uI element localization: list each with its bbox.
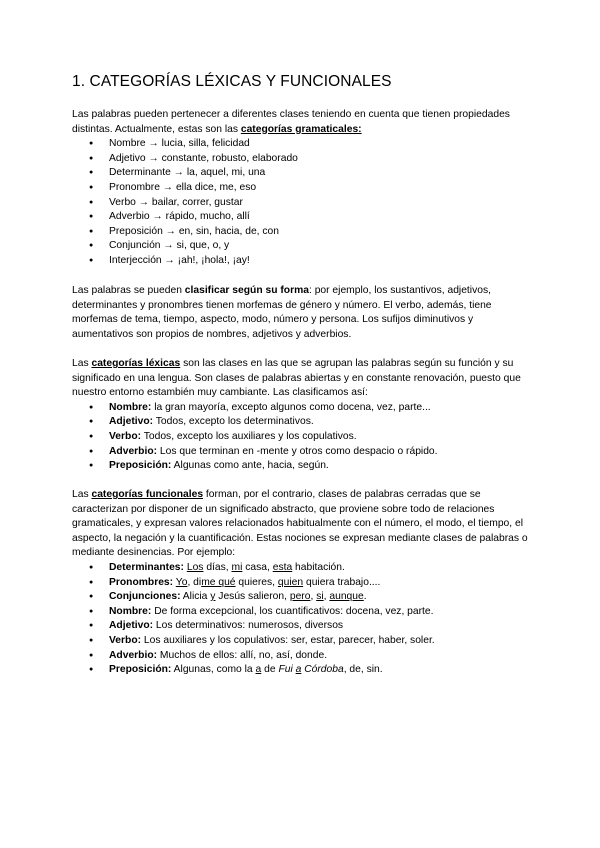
item-text: Todos, excepto los auxiliares y los copulativos. — [141, 430, 357, 442]
list-item: ● Adjetivo → constante, robusto, elaborado — [72, 152, 528, 167]
list-item: ● Interjección → ¡ah!, ¡hola!, ¡ay! — [72, 254, 528, 269]
list-item — [72, 619, 528, 634]
funcionales-text-start: Las — [72, 489, 92, 500]
item-label: Adjetivo: — [109, 416, 154, 428]
list-item — [72, 649, 528, 664]
list-item — [72, 561, 528, 576]
item-label: Adjetivo: — [109, 620, 154, 632]
underlined-word: pero — [289, 591, 311, 603]
underlined-word: a — [255, 664, 262, 676]
list-item — [72, 590, 528, 605]
item-text: Alicia — [180, 591, 211, 603]
item-label: Adverbio: — [109, 445, 158, 457]
list-item — [72, 401, 528, 416]
underlined-word: esta — [272, 561, 293, 573]
forma-text-end: : por ejemplo, los sustantivos, adjetivos, determinantes y pronombres tienen morfemas de género y número. El verbo, además, tiene morfemas de tema, tiempo, aspecto, modo, número y persona. Los sufijos diminutivos y aumentativos son propios de nombres, adjetivos y adverbios. — [72, 285, 492, 340]
item-text: la gran mayoría, excepto algunos como docena, vez, parte... — [151, 401, 431, 413]
underlined-word: Los — [186, 561, 204, 573]
list-item — [72, 634, 528, 649]
intro-paragraph — [72, 108, 528, 137]
forma-section — [72, 284, 528, 342]
funcionales-bold: categorías funcionales — [91, 489, 204, 500]
item-text: quiera trabajo.... — [303, 576, 381, 588]
item-text: días, — [203, 561, 232, 573]
item-text: Los que terminan en -mente y otros como despacio o rápido. — [157, 445, 438, 457]
categorias-gramaticales-link: categorías gramaticales: — [240, 123, 362, 135]
item-label: Determinantes: — [109, 561, 184, 573]
item-text: Muchos de ellos: allí, no, así, donde. — [157, 649, 328, 661]
grammatical-categories-list — [72, 137, 528, 268]
item-text: Todos, excepto los determinativos. — [153, 416, 314, 428]
item-label: Preposición: — [109, 460, 172, 472]
underlined-word: si — [316, 591, 324, 603]
underlined-word: a — [295, 664, 302, 676]
underlined-word: aunque — [329, 591, 364, 603]
list-item — [72, 459, 528, 474]
funcionales-paragraph — [72, 488, 528, 561]
list-item: ● Conjunción → si, que, o, y — [72, 239, 528, 254]
item-label: Adverbio: — [109, 649, 158, 661]
list-item: ● Adverbio → rápido, mucho, allí — [72, 210, 528, 225]
underlined-word: Yo — [175, 576, 188, 588]
page-title: 1. CATEGORÍAS LÉXICAS Y FUNCIONALES — [72, 73, 392, 90]
list-item: ● Nombre → lucia, silla, felicidad — [72, 137, 528, 152]
lexicas-text-start: Las — [72, 358, 92, 369]
item-text: . — [363, 591, 367, 603]
forma-text-start: Las palabras se pueden — [72, 285, 185, 296]
lexicas-section — [72, 357, 528, 474]
item-text: Los determinativos: numerosos, diversos — [153, 620, 344, 632]
item-text: , de, sin. — [343, 664, 383, 676]
item-label: Verbo: — [109, 430, 142, 442]
list-item — [72, 576, 528, 591]
item-text: De forma excepcional, los cuantificativos: docena, vez, parte. — [151, 605, 434, 617]
underlined-word: y — [210, 591, 216, 603]
list-item: ● Preposición → en, sin, hacia, de, con — [72, 225, 528, 240]
item-text: , di — [187, 576, 202, 588]
item-label: Preposición: — [109, 664, 172, 676]
item-label: Nombre: — [109, 401, 152, 413]
item-text: Jesús salieron, — [215, 591, 290, 603]
lexicas-list — [72, 401, 528, 474]
funcionales-text-end: forman, por el contrario, clases de palabras cerradas que se caracterizan por disponer de un significado abstracto, que proviene sobre todo de relaciones gramaticales, y expresan valores relacionados habitualmente con el número, el modo, el tiempo, el aspecto, la negación y la cuantificación. Estas nociones se expresan mediante clases de palabras o mediante desinencias. Por ejemplo: — [72, 489, 528, 559]
item-text: , — [323, 591, 330, 603]
list-item: ● Pronombre → ella dice, me, eso — [72, 181, 528, 196]
intro-section — [72, 108, 528, 269]
list-item: ● Verbo → bailar, correr, gustar — [72, 196, 528, 211]
lexicas-paragraph — [72, 357, 528, 401]
italic-word: Fui — [278, 664, 296, 676]
underlined-word: me qué — [201, 576, 236, 588]
item-label: Verbo: — [109, 634, 142, 646]
item-text: quieres, — [235, 576, 278, 588]
lexicas-bold: categorías léxicas — [91, 358, 181, 369]
item-text: casa, — [242, 561, 273, 573]
list-item — [72, 663, 528, 678]
item-text: Algunas, como la — [171, 664, 256, 676]
item-text: habitación. — [292, 561, 345, 573]
list-item — [72, 605, 528, 620]
item-label: Pronombres: — [109, 576, 174, 588]
item-label: Nombre: — [109, 605, 152, 617]
list-item — [72, 445, 528, 460]
intro-text: Las palabras pueden pertenecer a diferentes clases teniendo en cuenta que tienen propiedades distintas. Actualmente, estas son las — [72, 109, 510, 135]
forma-paragraph — [72, 284, 528, 342]
item-text: Algunas como ante, hacia, según. — [171, 460, 329, 472]
list-item: ● Determinante → la, aquel, mi, una — [72, 166, 528, 181]
item-label: Conjunciones: — [109, 591, 181, 603]
lexicas-text-end: son las clases en las que se agrupan las palabras según su función y su significado en una lengua. Son clases de palabras abiertas y en constante renovación, puesto que nuestro entorno estambién muy cambiante. Las clasificamos así: — [72, 358, 521, 399]
underlined-word: mi — [231, 561, 243, 573]
item-text: , — [310, 591, 317, 603]
list-item — [72, 415, 528, 430]
list-item — [72, 430, 528, 445]
item-text: Los auxiliares y los copulativos: ser, estar, parecer, haber, soler. — [141, 634, 435, 646]
underlined-word: quien — [277, 576, 304, 588]
forma-bold: clasificar según su forma — [184, 285, 309, 296]
funcionales-section — [72, 488, 528, 678]
item-text: de — [261, 664, 279, 676]
italic-word: Córdoba — [301, 664, 344, 676]
funcionales-list — [72, 561, 528, 678]
